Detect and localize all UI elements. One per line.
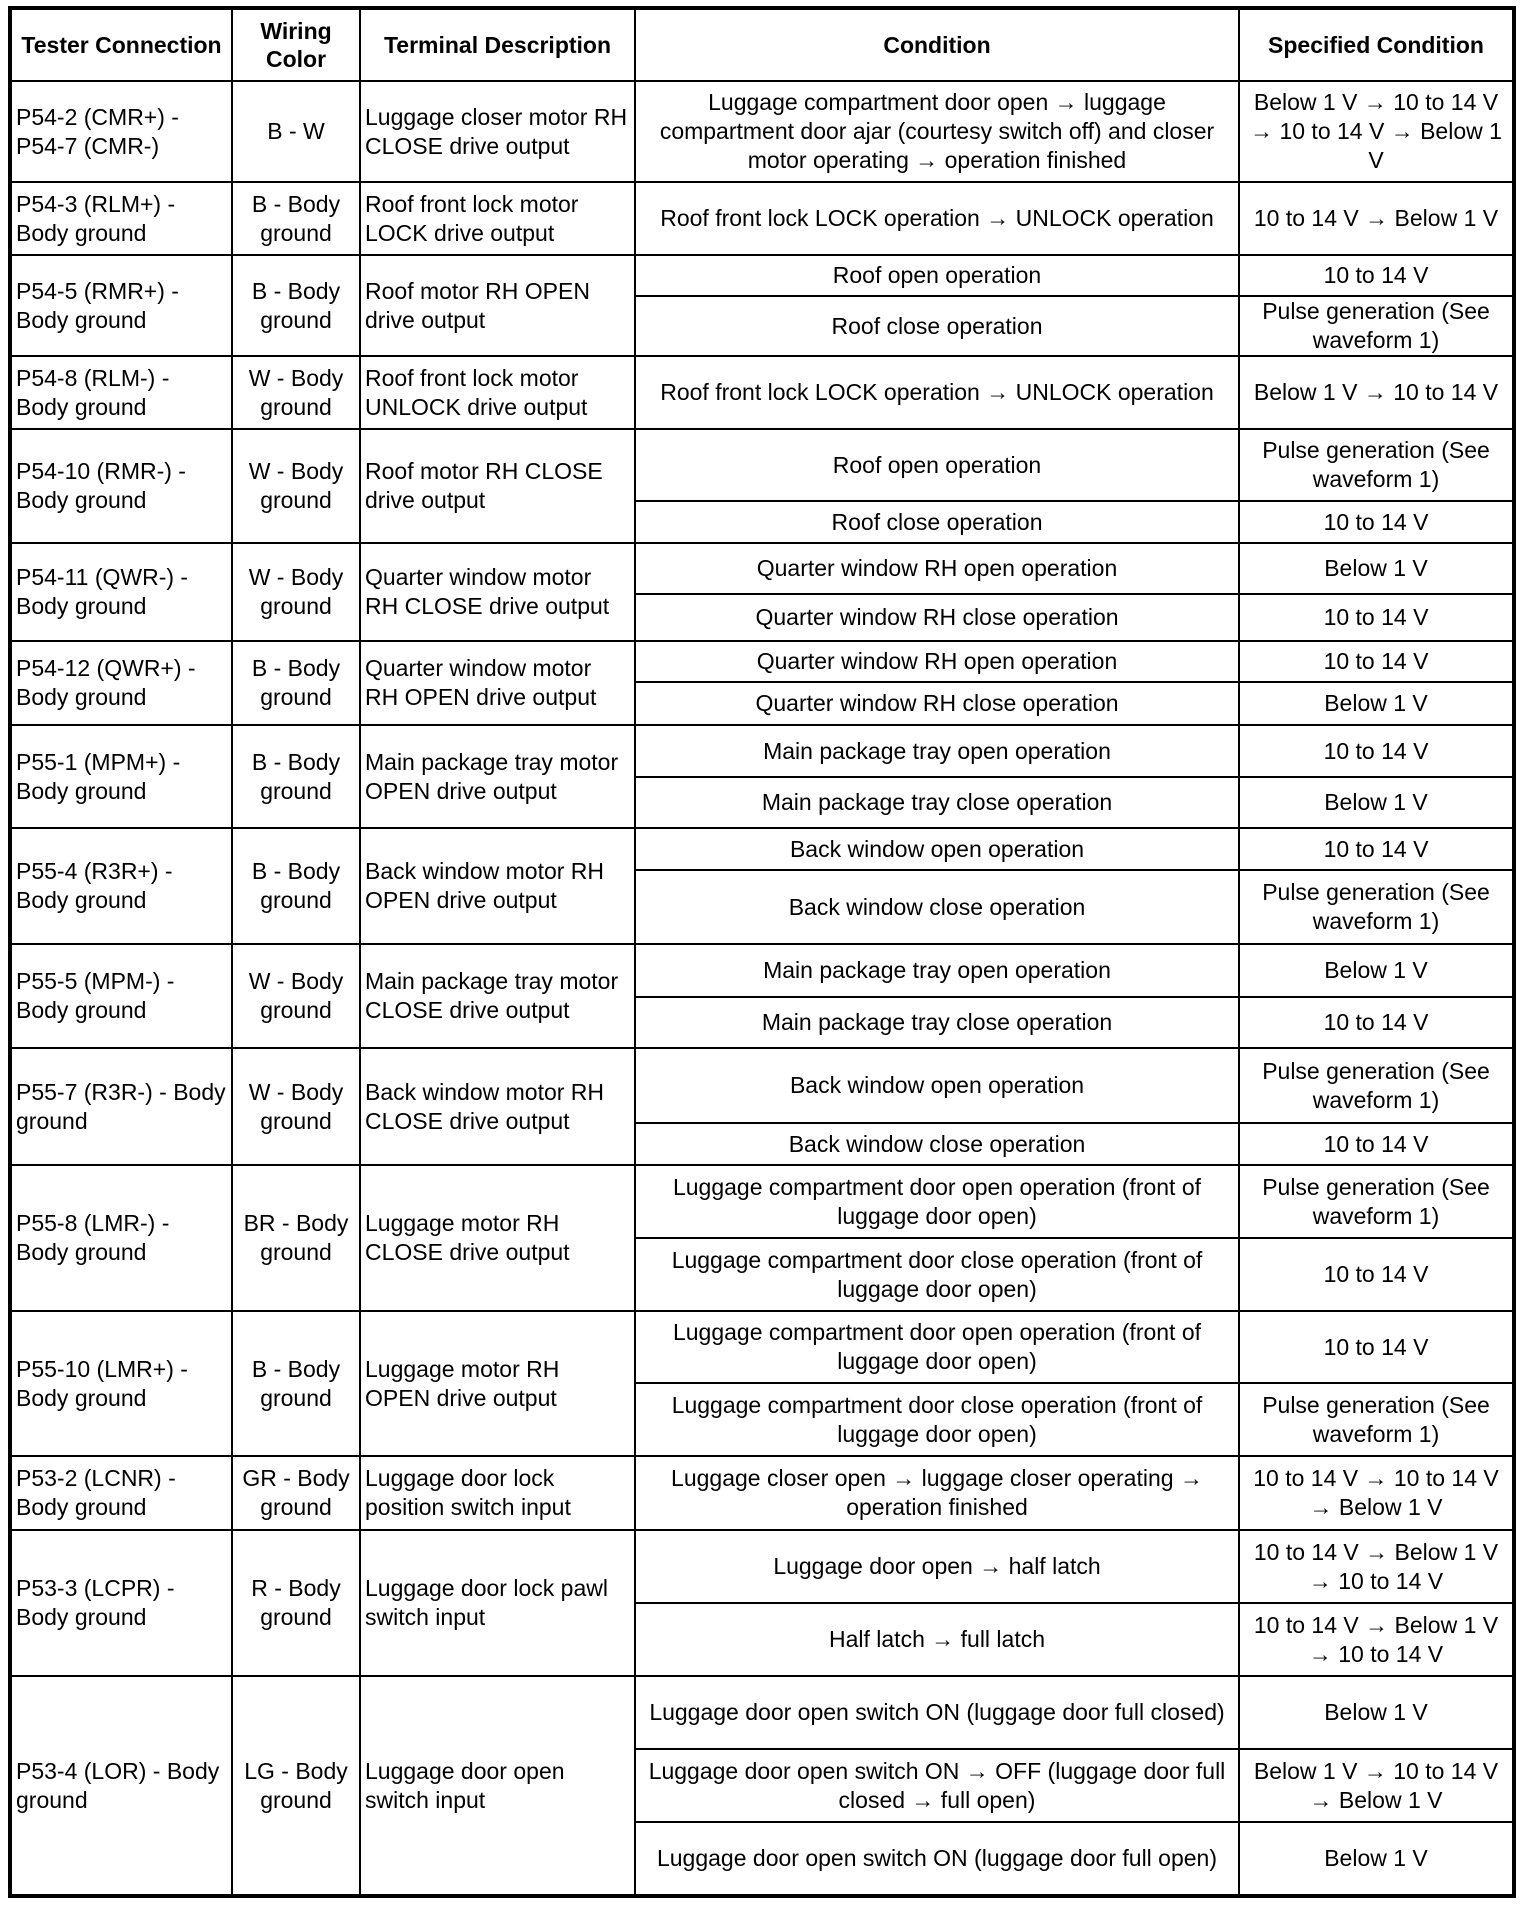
specified-condition-cell: 10 to 14 V [1239, 594, 1514, 641]
specified-condition-cell: 10 to 14 V → 10 to 14 V → Below 1 V [1239, 1456, 1514, 1530]
specified-condition-cell: 10 to 14 V [1239, 828, 1514, 870]
wiring-color-cell: B - W [232, 81, 360, 182]
condition-cell: Luggage compartment door close operation (front of luggage door open) [635, 1383, 1239, 1456]
table-body [10, 81, 1514, 1896]
condition-cell: Luggage door open switch ON → OFF (luggage door full closed → full open) [635, 1749, 1239, 1822]
specified-condition-cell: Below 1 V → 10 to 14 V → 10 to 14 V → Below 1 V [1239, 81, 1514, 182]
tester-connection-cell: P53-4 (LOR) - Body ground [10, 1676, 232, 1896]
specified-condition-cell: Below 1 V [1239, 1822, 1514, 1896]
header-terminal-description: Terminal Description [360, 8, 635, 81]
tester-connection-cell: P55-8 (LMR-) - Body ground [10, 1165, 232, 1311]
terminal-description-cell: Luggage door open switch input [360, 1676, 635, 1896]
condition-cell: Luggage compartment door open → luggage compartment door ajar (courtesy switch off) and closer motor operating → operation finished [635, 81, 1239, 182]
condition-cell: Luggage door open switch ON (luggage door full open) [635, 1822, 1239, 1896]
table-row [10, 944, 1514, 997]
specified-condition-cell: 10 to 14 V [1239, 1123, 1514, 1165]
table-row [10, 1165, 1514, 1238]
condition-cell: Back window open operation [635, 828, 1239, 870]
terminal-description-cell: Roof front lock motor LOCK drive output [360, 182, 635, 255]
condition-cell: Roof open operation [635, 255, 1239, 296]
terminal-description-cell: Main package tray motor OPEN drive output [360, 725, 635, 828]
tester-connection-cell: P54-3 (RLM+) - Body ground [10, 182, 232, 255]
condition-cell: Quarter window RH close operation [635, 682, 1239, 725]
table-row [10, 1530, 1514, 1603]
wiring-color-cell: W - Body ground [232, 543, 360, 641]
specified-condition-cell: Below 1 V [1239, 777, 1514, 828]
table-row [10, 828, 1514, 870]
condition-cell: Quarter window RH open operation [635, 543, 1239, 594]
wiring-color-cell: B - Body ground [232, 828, 360, 944]
wiring-color-cell: LG - Body ground [232, 1676, 360, 1896]
terminal-description-cell: Luggage closer motor RH CLOSE drive output [360, 81, 635, 182]
specified-condition-cell: Below 1 V [1239, 944, 1514, 997]
table-row [10, 543, 1514, 594]
wiring-color-cell: W - Body ground [232, 1048, 360, 1165]
wiring-color-cell: W - Body ground [232, 429, 360, 543]
table-row [10, 255, 1514, 296]
tester-connection-cell: P54-2 (CMR+) - P54-7 (CMR-) [10, 81, 232, 182]
condition-cell: Main package tray open operation [635, 725, 1239, 777]
table-row [10, 182, 1514, 255]
table-row [10, 641, 1514, 682]
table-row [10, 81, 1514, 182]
table-row [10, 725, 1514, 777]
condition-cell: Half latch → full latch [635, 1603, 1239, 1676]
wiring-color-cell: W - Body ground [232, 356, 360, 429]
specified-condition-cell: 10 to 14 V [1239, 725, 1514, 777]
tester-connection-cell: P55-7 (R3R-) - Body ground [10, 1048, 232, 1165]
specified-condition-cell: 10 to 14 V [1239, 501, 1514, 543]
specified-condition-cell: 10 to 14 V [1239, 641, 1514, 682]
tester-connection-cell: P53-3 (LCPR) - Body ground [10, 1530, 232, 1676]
condition-cell: Luggage compartment door close operation (front of luggage door open) [635, 1238, 1239, 1311]
terminal-description-cell: Luggage motor RH OPEN drive output [360, 1311, 635, 1456]
tester-connection-cell: P54-12 (QWR+) - Body ground [10, 641, 232, 725]
table-row [10, 429, 1514, 501]
specified-condition-cell: Below 1 V [1239, 682, 1514, 725]
wiring-color-cell: GR - Body ground [232, 1456, 360, 1530]
table-row [10, 1456, 1514, 1530]
specified-condition-cell: 10 to 14 V → Below 1 V → 10 to 14 V [1239, 1530, 1514, 1603]
table-row [10, 1311, 1514, 1383]
condition-cell: Luggage door open → half latch [635, 1530, 1239, 1603]
condition-cell: Roof close operation [635, 501, 1239, 543]
terminal-description-cell: Luggage motor RH CLOSE drive output [360, 1165, 635, 1311]
specified-condition-cell: 10 to 14 V [1239, 255, 1514, 296]
tester-connection-cell: P55-1 (MPM+) - Body ground [10, 725, 232, 828]
condition-cell: Roof close operation [635, 296, 1239, 356]
terminal-description-cell: Roof front lock motor UNLOCK drive output [360, 356, 635, 429]
specified-condition-cell: Pulse generation (See waveform 1) [1239, 1383, 1514, 1456]
specified-condition-cell: 10 to 14 V → Below 1 V [1239, 182, 1514, 255]
wiring-color-cell: B - Body ground [232, 1311, 360, 1456]
header-wiring-color: Wiring Color [232, 8, 360, 81]
condition-cell: Luggage closer open → luggage closer operating → operation finished [635, 1456, 1239, 1530]
specified-condition-cell: 10 to 14 V [1239, 1311, 1514, 1383]
terminal-description-cell: Luggage door lock pawl switch input [360, 1530, 635, 1676]
condition-cell: Main package tray close operation [635, 777, 1239, 828]
condition-cell: Back window close operation [635, 1123, 1239, 1165]
condition-cell: Luggage door open switch ON (luggage door full closed) [635, 1676, 1239, 1749]
tester-connection-cell: P54-5 (RMR+) - Body ground [10, 255, 232, 356]
specified-condition-cell: 10 to 14 V [1239, 1238, 1514, 1311]
condition-cell: Luggage compartment door open operation (front of luggage door open) [635, 1311, 1239, 1383]
specified-condition-cell: Below 1 V → 10 to 14 V [1239, 356, 1514, 429]
table-row [10, 1676, 1514, 1749]
condition-cell: Quarter window RH open operation [635, 641, 1239, 682]
specified-condition-cell: Below 1 V → 10 to 14 V → Below 1 V [1239, 1749, 1514, 1822]
tester-connection-cell: P55-5 (MPM-) - Body ground [10, 944, 232, 1048]
tester-connection-cell: P54-8 (RLM-) - Body ground [10, 356, 232, 429]
table-row [10, 356, 1514, 429]
tester-connection-cell: P53-2 (LCNR) - Body ground [10, 1456, 232, 1530]
wiring-color-cell: BR - Body ground [232, 1165, 360, 1311]
condition-cell: Roof open operation [635, 429, 1239, 501]
specified-condition-cell: Below 1 V [1239, 1676, 1514, 1749]
specified-condition-cell: Pulse generation (See waveform 1) [1239, 429, 1514, 501]
terminal-spec-table [8, 6, 1516, 1898]
specified-condition-cell: 10 to 14 V → Below 1 V → 10 to 14 V [1239, 1603, 1514, 1676]
tester-connection-cell: P55-4 (R3R+) - Body ground [10, 828, 232, 944]
terminal-description-cell: Roof motor RH OPEN drive output [360, 255, 635, 356]
specified-condition-cell: 10 to 14 V [1239, 997, 1514, 1048]
condition-cell: Luggage compartment door open operation (front of luggage door open) [635, 1165, 1239, 1238]
tester-connection-cell: P54-11 (QWR-) - Body ground [10, 543, 232, 641]
condition-cell: Back window open operation [635, 1048, 1239, 1123]
terminal-description-cell: Main package tray motor CLOSE drive output [360, 944, 635, 1048]
condition-cell: Roof front lock LOCK operation → UNLOCK operation [635, 182, 1239, 255]
specified-condition-cell: Pulse generation (See waveform 1) [1239, 296, 1514, 356]
wiring-color-cell: B - Body ground [232, 255, 360, 356]
specified-condition-cell: Pulse generation (See waveform 1) [1239, 1048, 1514, 1123]
condition-cell: Main package tray open operation [635, 944, 1239, 997]
wiring-color-cell: B - Body ground [232, 641, 360, 725]
condition-cell: Back window close operation [635, 870, 1239, 944]
wiring-color-cell: R - Body ground [232, 1530, 360, 1676]
tester-connection-cell: P55-10 (LMR+) - Body ground [10, 1311, 232, 1456]
table-row [10, 1048, 1514, 1123]
terminal-description-cell: Quarter window motor RH OPEN drive output [360, 641, 635, 725]
header-row [10, 8, 1514, 81]
tester-connection-cell: P54-10 (RMR-) - Body ground [10, 429, 232, 543]
terminal-description-cell: Luggage door lock position switch input [360, 1456, 635, 1530]
condition-cell: Quarter window RH close operation [635, 594, 1239, 641]
wiring-color-cell: B - Body ground [232, 725, 360, 828]
terminal-description-cell: Back window motor RH OPEN drive output [360, 828, 635, 944]
terminal-description-cell: Quarter window motor RH CLOSE drive output [360, 543, 635, 641]
header-specified-condition: Specified Condition [1239, 8, 1514, 81]
specified-condition-cell: Pulse generation (See waveform 1) [1239, 1165, 1514, 1238]
terminal-description-cell: Roof motor RH CLOSE drive output [360, 429, 635, 543]
terminal-description-cell: Back window motor RH CLOSE drive output [360, 1048, 635, 1165]
specified-condition-cell: Pulse generation (See waveform 1) [1239, 870, 1514, 944]
specified-condition-cell: Below 1 V [1239, 543, 1514, 594]
wiring-color-cell: B - Body ground [232, 182, 360, 255]
condition-cell: Main package tray close operation [635, 997, 1239, 1048]
header-tester-connection: Tester Connection [10, 8, 232, 81]
wiring-color-cell: W - Body ground [232, 944, 360, 1048]
header-condition: Condition [635, 8, 1239, 81]
condition-cell: Roof front lock LOCK operation → UNLOCK operation [635, 356, 1239, 429]
